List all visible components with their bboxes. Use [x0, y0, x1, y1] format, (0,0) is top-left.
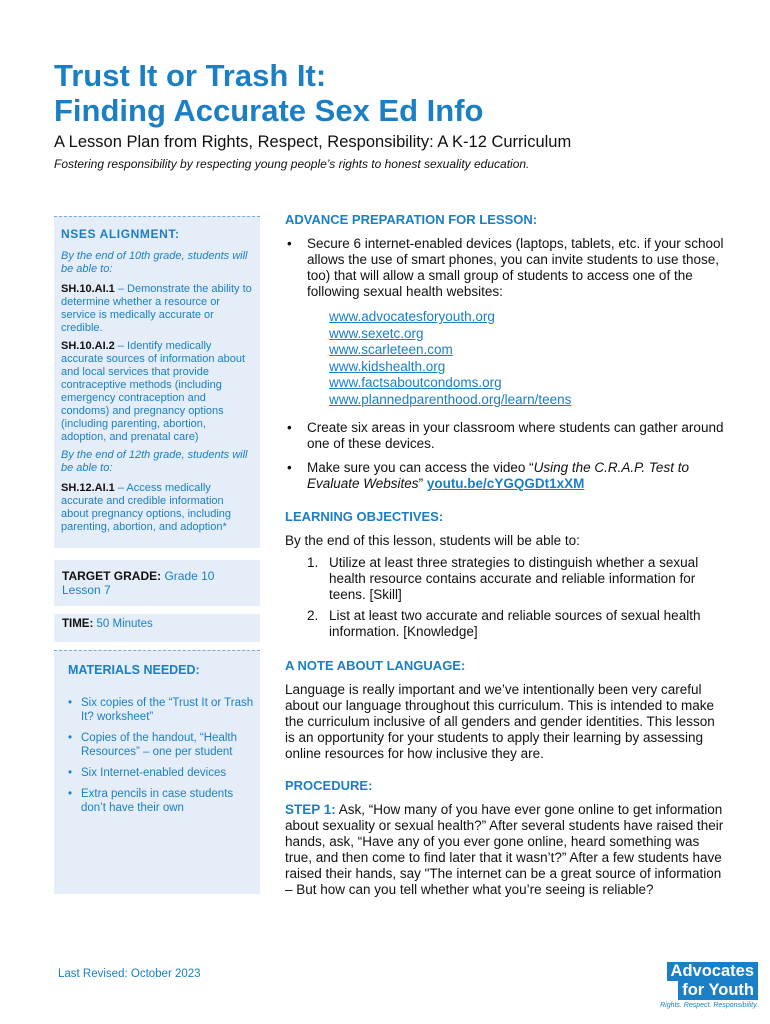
objectives-list: [285, 555, 725, 640]
title-line-2: Finding Accurate Sex Ed Info: [54, 93, 484, 128]
procedure-heading: PROCEDURE:: [285, 778, 373, 793]
objectives-intro: By the end of this lesson, students will be able to:: [285, 533, 580, 548]
materials-box: [54, 650, 260, 894]
item-text: List at least two accurate and reliable sources of sexual health information. [Knowledge]: [329, 608, 701, 639]
nses-standard: [61, 340, 254, 444]
nses-heading: NSES ALIGNMENT:: [61, 227, 180, 241]
list-item: • Extra pencils in case students don’t have their own: [68, 787, 254, 815]
website-links: [285, 309, 725, 408]
standard-code: SH.10.AI.2: [61, 340, 115, 352]
title-line-1: Trust It or Trash It:: [54, 58, 327, 93]
step-1-text: Ask, “How many of you have ever gone online to get information about sexuality or sexual health?” After several students have raised their hands, ask, “Have any of you ever gone online, heard something was true, and then come to find later that it wasn’t?” After a few students have raised their hands, say "The internet can be a great source of information – But how can you tell whether what you’re seeing is reliable?: [285, 802, 724, 897]
website-link[interactable]: www.advocatesforyouth.org: [329, 309, 495, 324]
website-link[interactable]: www.sexetc.org: [329, 325, 424, 341]
item-number: 1.: [307, 555, 319, 570]
video-link[interactable]: youtu.be/cYGQGDt1xXM: [426, 476, 585, 491]
standard-code: SH.12.AI.1: [61, 482, 115, 494]
list-item: • Six copies of the “Trust It or Trash It? worksheet”: [68, 696, 254, 724]
target-grade-box: [54, 560, 260, 606]
step-1-label: STEP 1:: [285, 802, 336, 817]
website-link[interactable]: www.factsaboutcondoms.org: [329, 375, 502, 390]
logo-line-1: Advocates: [667, 962, 758, 981]
tagline: Fostering responsibility by respecting young people’s rights to honest sexuality education.: [54, 157, 530, 171]
nses-standard: [61, 283, 254, 335]
advance-heading: ADVANCE PREPARATION FOR LESSON:: [285, 212, 538, 227]
item-text: Utilize at least three strategies to distinguish whether a sexual health resource contains accurate and reliable information for teens. [Skill]: [329, 555, 699, 602]
main-content: [285, 212, 725, 898]
subtitle: A Lesson Plan from Rights, Respect, Responsibility: A K-12 Curriculum: [54, 133, 572, 151]
website-link[interactable]: www.kidshealth.org: [329, 358, 446, 374]
last-revised: Last Revised: October 2023: [58, 968, 201, 980]
time-box: [54, 614, 260, 642]
list-item: • Six Internet-enabled devices: [68, 766, 254, 780]
video-text-pre: Make sure you can access the video “: [307, 460, 534, 475]
target-grade-label: TARGET GRADE:: [62, 569, 162, 583]
language-text: Language is really important and we’ve intentionally been very careful about our language throughout this curriculum. This is intended to make the curriculum inclusive of all genders and gender identities. This lesson is an opportunity for your students to apply their learning by assessing online resources for how inclusive they are.: [285, 682, 715, 761]
step-1: [285, 802, 725, 898]
video-text-post: ”: [418, 476, 427, 491]
item-number: 2.: [307, 608, 319, 623]
advance-list-2: [285, 420, 725, 492]
logo-line-2: for Youth: [678, 981, 758, 1000]
list-item: • Create six areas in your classroom where students can gather around one of these devices.: [285, 420, 725, 452]
video-title: Using the C.R.A.P. Test to Evaluate Websites: [307, 460, 689, 491]
standard-text: – Access medically accurate and credible information about pregnancy options, including parenting, abortion, and adoption*: [61, 482, 232, 533]
objectives-heading: LEARNING OBJECTIVES:: [285, 509, 444, 524]
list-item: • Secure 6 internet-enabled devices (laptops, tablets, etc. if your school allows the use of smart phones, you can invite students to use those, too) that will allow a small group of students to access one of the following sexual health websites:: [285, 236, 725, 300]
standard-code: SH.10.AI.1: [61, 283, 115, 295]
website-link[interactable]: www.plannedparenthood.org/learn/teens: [329, 391, 572, 407]
advance-list: [285, 236, 725, 300]
list-item: [307, 608, 725, 640]
materials-list: [68, 696, 254, 815]
advocates-logo: [648, 962, 758, 1014]
list-item: • Copies of the handout, “Health Resources” – one per student: [68, 731, 254, 759]
nses-alignment-box: [54, 216, 260, 548]
nses-intro-12: By the end of 12th grade, students will be able to:: [61, 449, 248, 474]
language-heading: A NOTE ABOUT LANGUAGE:: [285, 658, 466, 673]
time-label: TIME:: [62, 618, 94, 630]
time-value: 50 Minutes: [93, 618, 153, 630]
page-title: [54, 58, 734, 128]
nses-intro-10: By the end of 10th grade, students will be able to:: [61, 250, 248, 275]
website-link[interactable]: www.scarleteen.com: [329, 342, 453, 357]
standard-text: – Identify medically accurate sources of information about and local services that provide contraceptive methods (including emergency contraception and condoms) and pregnancy options (including parenting, abortion, adoption, and prenatal care): [61, 340, 246, 443]
list-item: [307, 555, 725, 603]
standard-text: – Demonstrate the ability to determine whether a resource or service is medically accurate or credible.: [61, 283, 252, 334]
nses-standard: [61, 482, 254, 534]
target-grade-value: Grade 10 Lesson 7: [62, 569, 215, 597]
materials-heading: MATERIALS NEEDED:: [68, 663, 200, 677]
logo-tagline: Rights. Respect. Responsibility.: [660, 1002, 758, 1009]
list-item: [285, 460, 725, 492]
